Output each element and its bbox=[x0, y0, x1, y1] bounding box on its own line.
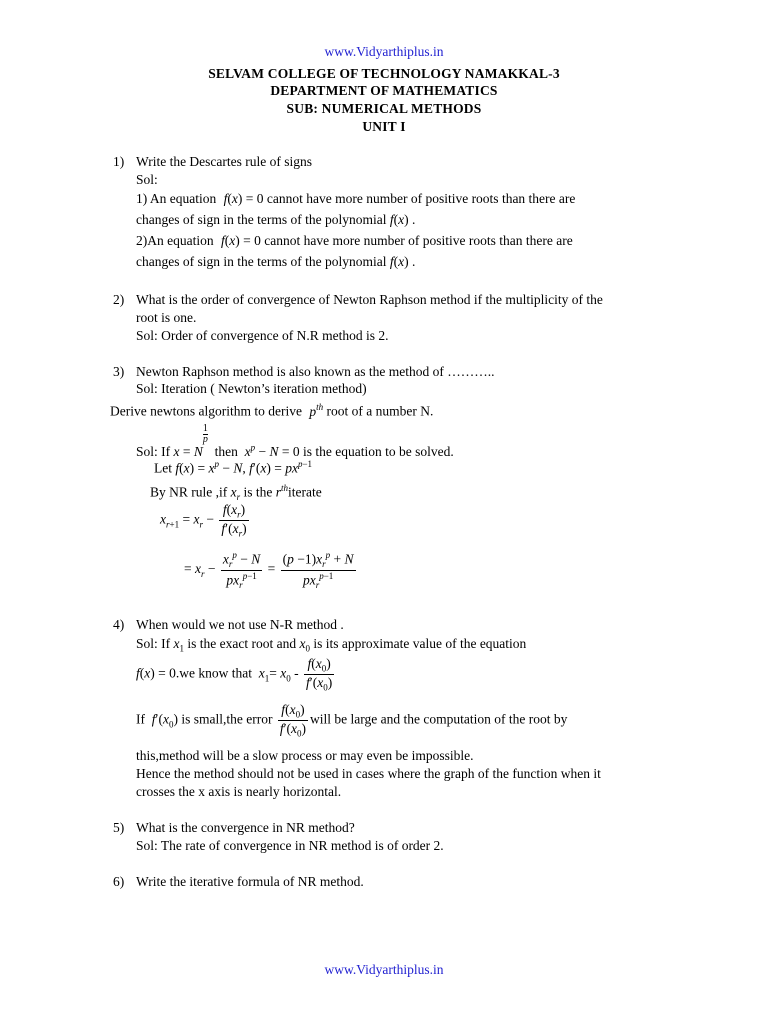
question-text: When would we not use N-R method . bbox=[136, 617, 344, 632]
question-text: root is one. bbox=[136, 310, 197, 325]
question-text: Write the iterative formula of NR method. bbox=[136, 874, 364, 889]
equation-line: $x_{r+1} = x_r$ − $\frac{f(x_r)}{f'(x_r)}$ bbox=[160, 502, 247, 539]
rule-line: 2)An equation f(x) = 0 cannot have more number of positive roots than there are bbox=[136, 233, 573, 248]
solution-text: this,method will be a slow process or may even be impossible. bbox=[136, 748, 474, 763]
question-text: Newton Raphson method is also known as the method of ……….. bbox=[136, 364, 495, 379]
unit-title: UNIT I bbox=[362, 119, 406, 134]
college-title: SELVAM COLLEGE OF TECHNOLOGY NAMAKKAL-3 bbox=[208, 66, 560, 81]
question-number: 6) bbox=[113, 874, 125, 889]
question-number: 3) bbox=[113, 364, 125, 379]
solution-text: crosses the x axis is nearly horizontal. bbox=[136, 784, 342, 799]
rule-line: 1) An equation f(x) = 0 cannot have more number of positive roots than there are bbox=[136, 191, 576, 206]
question-number: 5) bbox=[113, 820, 125, 835]
derive-line: Derive newtons algorithm to derive $p^{th}$ root of a number N. bbox=[110, 402, 434, 419]
question-text: Write the Descartes rule of signs bbox=[136, 154, 313, 169]
solution-text: Hence the method should not be used in cases where the graph of the function when it bbox=[136, 766, 601, 781]
footer-link[interactable]: www.Vidyarthiplus.in bbox=[324, 962, 444, 977]
solution-text: Sol: If $x_1$ is the exact root and $x_0$ is its approximate value of the equation bbox=[136, 636, 527, 654]
question-text: What is the convergence in NR method? bbox=[136, 820, 355, 835]
equation-line: By NR rule ,if $x_r$ is the $r^{th}iterate$ bbox=[150, 483, 322, 503]
subject-title: SUB: NUMERICAL METHODS bbox=[286, 101, 482, 116]
equation-line: Let $f(x) = x^p - N$, $f'(x) = px^{p-1}$ bbox=[154, 459, 313, 476]
equation-line: = $x_r$ − $\frac{x_r^p - N}{px_r^{p-1}}$ = $\frac{(p -1)x_r^p + N}{px_r^{p-1}}$ bbox=[184, 550, 354, 590]
header-link[interactable]: www.Vidyarthiplus.in bbox=[324, 44, 444, 59]
solution-text: Sol: Order of convergence of N.R method is 2. bbox=[136, 328, 389, 343]
solution-text: Sol: Iteration ( Newton’s iteration method) bbox=[136, 381, 367, 396]
question-number: 1) bbox=[113, 154, 125, 169]
solution-text: Sol: The rate of convergence in NR method is of order 2. bbox=[136, 838, 444, 853]
rule-line: changes of sign in the terms of the polynomial f(x) . bbox=[136, 254, 416, 269]
rule-line: changes of sign in the terms of the polynomial f(x) . bbox=[136, 212, 416, 227]
question-text: What is the order of convergence of Newton Raphson method if the multiplicity of the bbox=[136, 292, 603, 307]
equation-line: Sol: If x = N $\frac{1}{p}$ then $x^p - N = 0$ is the equation to be solved. bbox=[136, 423, 454, 459]
question-number: 2) bbox=[113, 292, 125, 307]
solution-label: Sol: bbox=[136, 172, 158, 187]
question-number: 4) bbox=[113, 617, 125, 632]
department-title: DEPARTMENT OF MATHEMATICS bbox=[270, 83, 498, 98]
equation-line: If $f'(x_0)$ is small,the error $\frac{f(x_0)}{f'(x_0)}$ will be large and the computation of the root by bbox=[136, 702, 568, 739]
equation-line: f(x) = 0.we know that $x_1= x_0$ - $\frac{f(x_0)}{f'(x_0)}$ bbox=[136, 656, 333, 693]
